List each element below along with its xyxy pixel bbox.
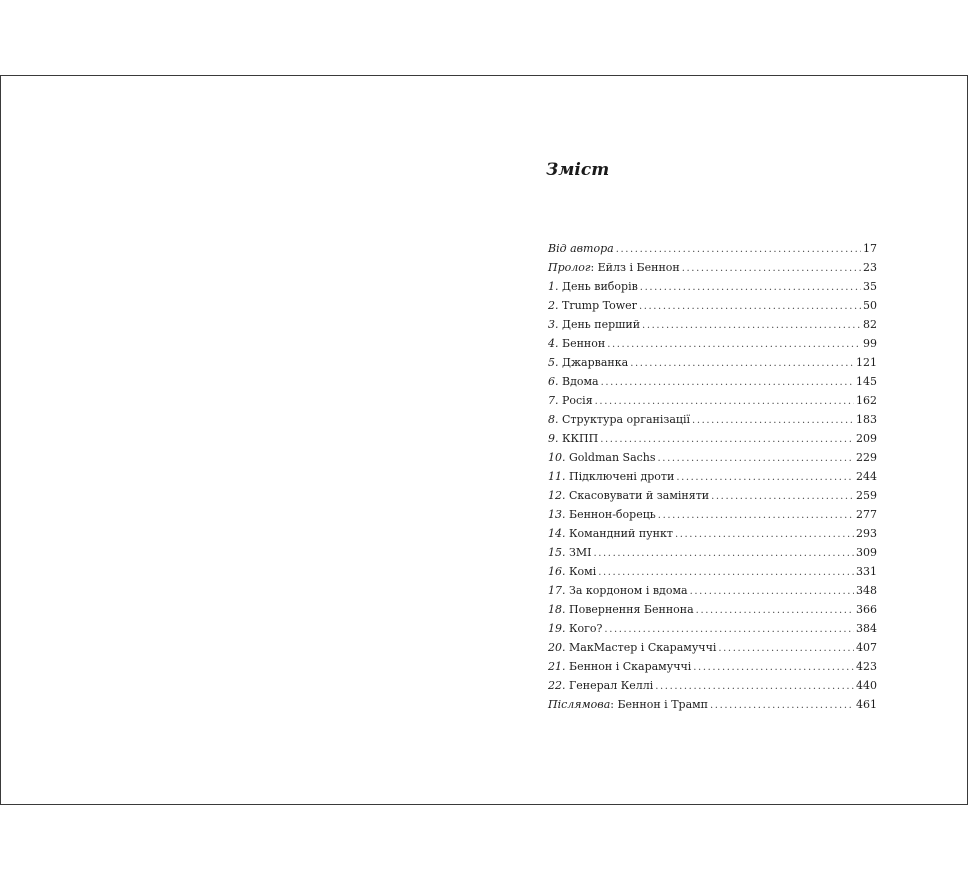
toc-entry-page: 331	[856, 565, 877, 578]
toc-entry-text: Скасовувати й заміняти	[565, 489, 710, 502]
toc-leader-dots	[595, 392, 854, 411]
toc-entry-page: 121	[856, 356, 877, 369]
toc-entry-label	[548, 486, 709, 505]
toc-entry	[548, 695, 877, 714]
toc-entry	[548, 296, 877, 315]
toc-entry-page: 183	[856, 413, 877, 426]
toc-entry-prefix: 19.	[548, 622, 566, 635]
toc-entry	[548, 391, 877, 410]
toc-leader-dots	[658, 449, 854, 468]
toc-entry-label	[548, 543, 591, 562]
toc-entry-prefix: 14.	[548, 527, 566, 540]
toc-entry-label	[548, 296, 637, 315]
toc-entry-label	[548, 638, 716, 657]
toc-entry-text: За кордоном і вдома	[565, 584, 688, 597]
toc-entry-page: 209	[856, 432, 877, 445]
toc-leader-dots	[682, 259, 861, 278]
toc-entry-label	[548, 353, 628, 372]
toc-entry-text: : Ейлз і Беннон	[590, 261, 680, 274]
toc-leader-dots	[658, 506, 854, 525]
toc-entry-page: 461	[856, 698, 877, 711]
toc-entry	[548, 638, 877, 657]
toc-entry-page: 277	[856, 508, 877, 521]
toc-entry-prefix: Пролог	[548, 261, 591, 274]
toc-entry-prefix: 11.	[548, 470, 566, 483]
toc-entry-page: 162	[856, 394, 877, 407]
toc-entry	[548, 524, 877, 543]
toc-entry-label	[548, 429, 598, 448]
toc-entry-text: Беннон і Скарамуччі	[565, 660, 692, 673]
toc-entry	[548, 676, 877, 695]
toc-entry-prefix: 22.	[548, 679, 566, 692]
toc-entry	[548, 277, 877, 296]
toc-title: Зміст	[546, 160, 610, 180]
toc-entry	[548, 429, 877, 448]
toc-entry	[548, 600, 877, 619]
toc-leader-dots	[711, 487, 854, 506]
toc-entry-prefix: 6.	[548, 375, 559, 388]
toc-entry-prefix: 17.	[548, 584, 566, 597]
toc-entry-label	[548, 334, 605, 353]
toc-entry-prefix: 5.	[548, 356, 559, 369]
toc-entry	[548, 619, 877, 638]
toc-entry	[548, 372, 877, 391]
toc-entry	[548, 562, 877, 581]
toc-entry-prefix: 21.	[548, 660, 566, 673]
toc-entry-page: 82	[863, 318, 877, 331]
toc-entry-label	[548, 467, 674, 486]
toc-entry-text: Росія	[558, 394, 593, 407]
toc-entry-page: 407	[856, 641, 877, 654]
toc-entry-page: 259	[856, 489, 877, 502]
toc-entry-label	[548, 695, 708, 714]
toc-leader-dots	[601, 373, 854, 392]
toc-entry-text: Командний пункт	[565, 527, 673, 540]
toc-entry-prefix: 9.	[548, 432, 559, 445]
toc-entry-label	[548, 524, 673, 543]
toc-leader-dots	[600, 430, 854, 449]
toc-leader-dots	[607, 335, 861, 354]
toc-leader-dots	[710, 696, 854, 715]
toc-leader-dots	[676, 468, 854, 487]
toc-entry-page: 423	[856, 660, 877, 673]
toc-leader-dots	[630, 354, 854, 373]
toc-entry-prefix: 15.	[548, 546, 566, 559]
toc-entry-prefix: Післямова	[548, 698, 611, 711]
toc-entry-page: 229	[856, 451, 877, 464]
toc-entry-text: Джарванка	[558, 356, 629, 369]
toc-entry-prefix: 1.	[548, 280, 559, 293]
toc-leader-dots	[690, 582, 854, 601]
toc-entry-text: ЗМІ	[565, 546, 592, 559]
toc-entry-text: Вдома	[558, 375, 599, 388]
toc-entry-text: МакМастер і Скарамуччі	[565, 641, 717, 654]
toc-entry	[548, 505, 877, 524]
toc-entry-text: ККПП	[558, 432, 599, 445]
toc-entry-prefix: 18.	[548, 603, 566, 616]
toc-entry-text: Кого?	[565, 622, 603, 635]
toc-leader-dots	[598, 563, 854, 582]
toc-entry-text: Структура організації	[558, 413, 691, 426]
toc-leader-dots	[639, 297, 861, 316]
toc-entry-page: 293	[856, 527, 877, 540]
toc-leader-dots	[642, 316, 861, 335]
toc-entry-label	[548, 258, 680, 277]
toc-entry-prefix: 8.	[548, 413, 559, 426]
toc-list	[548, 239, 877, 714]
toc-entry-text: Беннон	[558, 337, 606, 350]
toc-entry-text: Повернення Беннона	[565, 603, 694, 616]
toc-entry-prefix: Від автора	[548, 242, 614, 255]
toc-entry-page: 384	[856, 622, 877, 635]
toc-entry	[548, 353, 877, 372]
toc-entry-label	[548, 448, 656, 467]
toc-entry-label	[548, 239, 614, 258]
toc-entry-label	[548, 676, 653, 695]
toc-entry-text: День виборів	[558, 280, 638, 293]
toc-entry	[548, 315, 877, 334]
toc-entry-page: 440	[856, 679, 877, 692]
toc-entry-text: День перший	[558, 318, 641, 331]
toc-entry-prefix: 4.	[548, 337, 559, 350]
toc-entry-label	[548, 619, 602, 638]
toc-entry-label	[548, 391, 593, 410]
toc-entry-page: 366	[856, 603, 877, 616]
toc-entry-label	[548, 600, 694, 619]
toc-leader-dots	[693, 658, 854, 677]
toc-entry-label	[548, 315, 640, 334]
toc-entry-page: 35	[863, 280, 877, 293]
toc-entry	[548, 258, 877, 277]
toc-entry-text: Підключені дроти	[565, 470, 675, 483]
toc-entry-page: 50	[863, 299, 877, 312]
toc-leader-dots	[675, 525, 854, 544]
toc-entry-text: Комі	[565, 565, 597, 578]
toc-entry-prefix: 20.	[548, 641, 566, 654]
toc-entry-page: 23	[863, 261, 877, 274]
toc-entry	[548, 334, 877, 353]
toc-entry-text: Беннон-борець	[565, 508, 656, 521]
toc-entry	[548, 543, 877, 562]
toc-entry-label	[548, 410, 690, 429]
toc-entry-prefix: 10.	[548, 451, 566, 464]
toc-leader-dots	[616, 240, 861, 259]
toc-entry-label	[548, 277, 638, 296]
toc-entry-text: Генерал Келлі	[565, 679, 654, 692]
toc-entry-page: 145	[856, 375, 877, 388]
toc-entry	[548, 657, 877, 676]
toc-leader-dots	[640, 278, 861, 297]
toc-leader-dots	[718, 639, 854, 658]
toc-entry-prefix: 7.	[548, 394, 559, 407]
toc-entry-text: : Беннон і Трамп	[610, 698, 709, 711]
toc-entry-prefix: 13.	[548, 508, 566, 521]
toc-leader-dots	[593, 544, 854, 563]
toc-entry-label	[548, 581, 688, 600]
toc-entry	[548, 239, 877, 258]
toc-entry-page: 348	[856, 584, 877, 597]
toc-leader-dots	[604, 620, 854, 639]
toc-entry-prefix: 3.	[548, 318, 559, 331]
toc-entry	[548, 410, 877, 429]
toc-leader-dots	[696, 601, 854, 620]
toc-entry-text: Trump Tower	[558, 299, 637, 312]
toc-entry-page: 17	[863, 242, 877, 255]
toc-entry-page: 244	[856, 470, 877, 483]
toc-entry-page: 309	[856, 546, 877, 559]
toc-entry-page: 99	[863, 337, 877, 350]
toc-entry-prefix: 12.	[548, 489, 566, 502]
toc-entry-label	[548, 562, 596, 581]
toc-entry-prefix: 16.	[548, 565, 566, 578]
toc-entry	[548, 448, 877, 467]
toc-entry-text: Goldman Sachs	[565, 451, 656, 464]
toc-leader-dots	[692, 411, 854, 430]
toc-leader-dots	[655, 677, 854, 696]
toc-entry	[548, 581, 877, 600]
toc-entry-prefix: 2.	[548, 299, 559, 312]
toc-entry-label	[548, 372, 599, 391]
toc-entry	[548, 486, 877, 505]
toc-entry-label	[548, 657, 691, 676]
toc-entry	[548, 467, 877, 486]
toc-entry-label	[548, 505, 656, 524]
